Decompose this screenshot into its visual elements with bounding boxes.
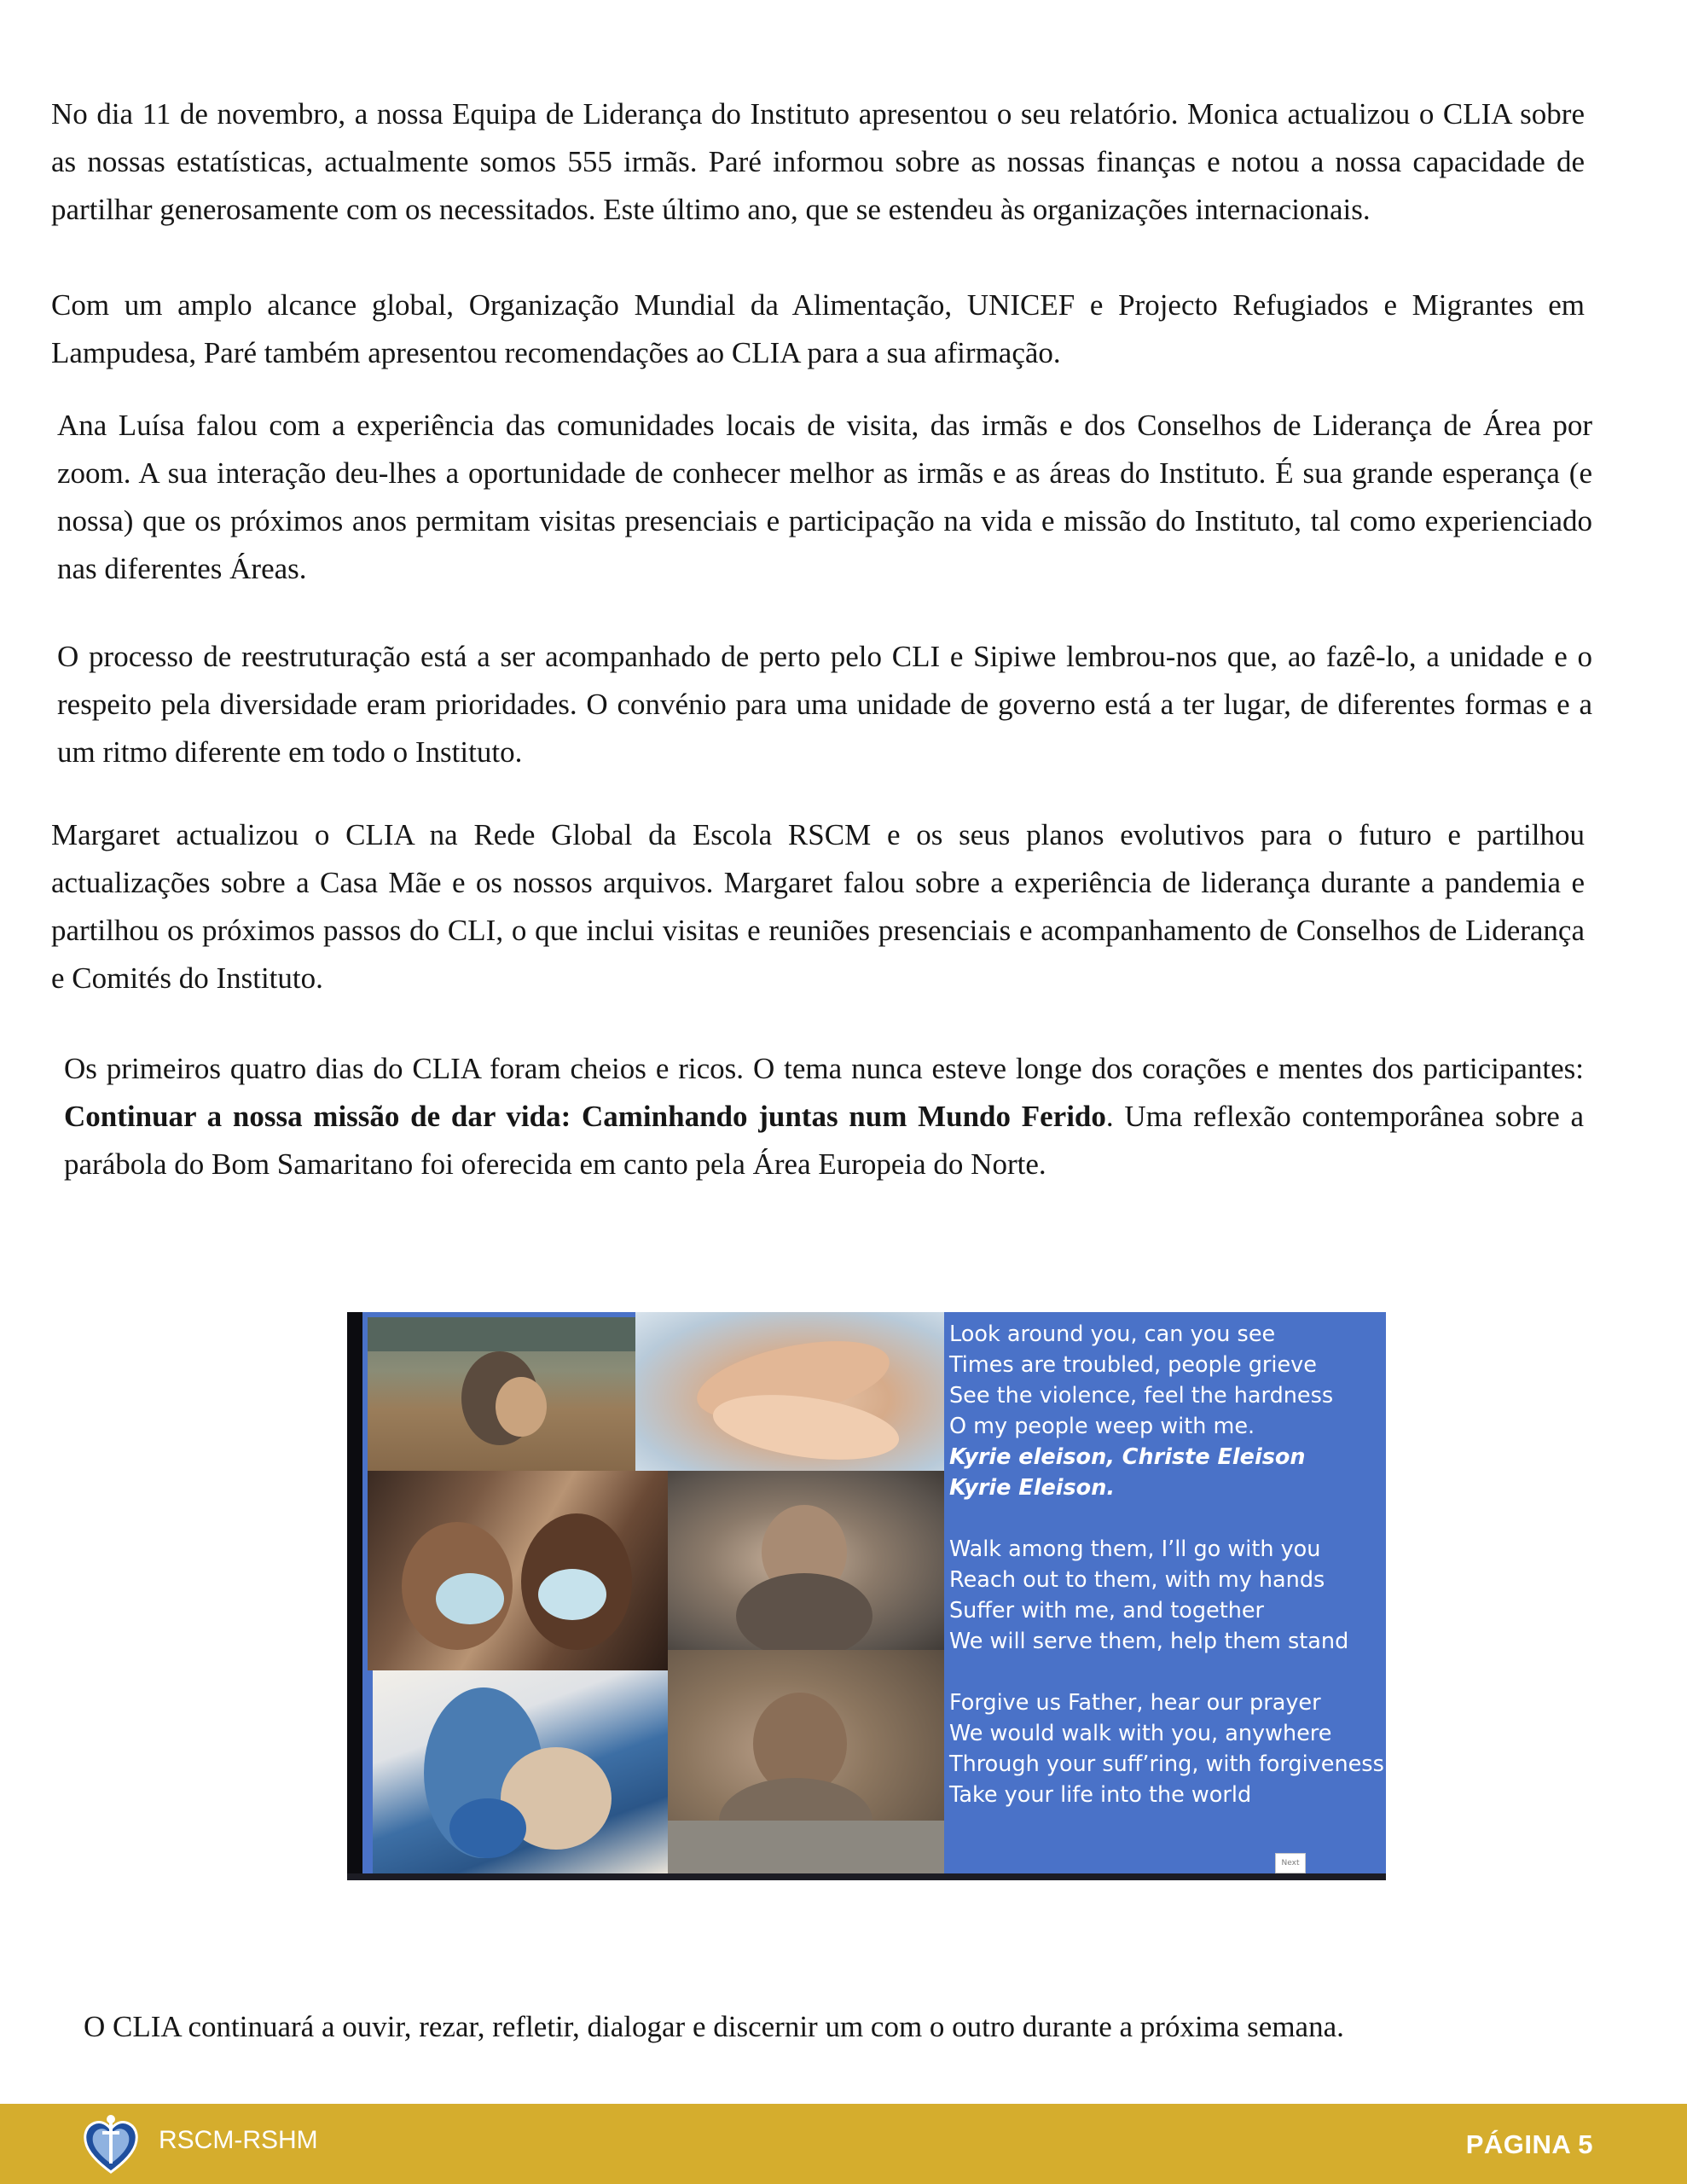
lyric-line: O my people weep with me. [949,1414,1255,1439]
lyric-line: Times are troubled, people grieve [949,1352,1317,1378]
footer-brand: RSCM-RSHM [159,2126,318,2154]
theme-intro: Os primeiros quatro dias do CLIA foram cheios e ricos. O tema nunca esteve longe dos corações e mentes dos participantes: [64,1052,1584,1085]
photo-masked-couple [368,1471,668,1670]
slide-bottom-border [347,1873,1386,1880]
lyric-line: Through your suff’ring, with forgiveness [949,1751,1384,1777]
photo-flood-rescue [368,1317,642,1471]
rscm-heart-logo-icon [80,2112,142,2177]
lyric-line: See the violence, feel the hardness [949,1383,1334,1409]
photo-nurse-embrace [373,1670,668,1873]
song-slide [347,1312,1386,1880]
theme-title: Continuar a nossa missão de dar vida: Caminhando juntas num Mundo Ferido [64,1100,1106,1133]
lyric-line-kyrie: Kyrie eleison, Christe Eleison [949,1444,1306,1470]
lyric-line: Forgive us Father, hear our prayer [949,1690,1321,1716]
photo-crying-girl [668,1471,944,1650]
paragraph-restructuring: O processo de reestruturação está a ser acompanhado de perto pelo CLI e Sipiwe lembrou-nos que, ao fazê-lo, a unidade e o respeito pela diversidade eram prioridades. O convénio para uma unidade de governo está a ter lugar, de diferentes formas e a um ritmo diferente em todo o Instituto. [57,640,1592,769]
lyric-line: We would walk with you, anywhere [949,1721,1332,1746]
lyric-line: Walk among them, I’ll go with you [949,1536,1321,1562]
lyric-line: Suffer with me, and together [949,1598,1265,1623]
photo-elderly-hands [635,1312,944,1471]
song-lyrics [949,1319,1384,1810]
slide-next-button[interactable]: Next [1275,1853,1306,1873]
paragraph-leadership-report: No dia 11 de novembro, a nossa Equipa de Liderança do Instituto apresentou o seu relatório. Monica actualizou o CLIA sobre as nossas estatísticas, actualmente somos 555 irmãs. Paré informou sobre as nossas finanças e notou a nossa capacidade de partilhar generosamente com os necessitados. Este último ano, que se estendeu às organizações internacionais. [51,97,1585,226]
page-footer [0,2104,1687,2184]
paragraph-ana-luisa: Ana Luísa falou com a experiência das comunidades locais de visita, das irmãs e dos Conselhos de Liderança de Área por zoom. A sua interação deu-lhes a oportunidade de conhecer melhor as irmãs e as áreas do Instituto. É sua grande esperança (e nossa) que os próximos anos permitam visitas presenciais e participação na vida e missão do Instituto, tal como experienciado nas diferentes Áreas. [57,409,1592,585]
lyric-line: We will serve them, help them stand [949,1629,1349,1654]
page-number: PÁGINA 5 [1465,2129,1593,2159]
lyric-line: Look around you, can you see [949,1321,1276,1347]
paragraph-global-reach: Com um amplo alcance global, Organização Mundial da Alimentação, UNICEF e Projecto Refugiados e Migrantes em Lampudesa, Paré também apresentou recomendações ao CLIA para a sua afirmação. [51,288,1585,369]
lyric-line-kyrie: Kyrie Eleison. [949,1475,1116,1501]
slide-left-border [347,1312,362,1880]
theme-outro: . Uma reflexão contemporânea sobre a parábola do Bom Samaritano foi oferecida em canto pela Área Europeia do Norte. [64,1100,1585,1181]
paragraph-first-four-days [64,1045,1584,1188]
lyric-line: Reach out to them, with my hands [949,1567,1325,1593]
lyric-line: Take your life into the world [949,1782,1252,1808]
photo-children-rubble [668,1650,944,1873]
paragraph-closing: O CLIA continuará a ouvir, rezar, refletir, dialogar e discernir um com o outro durante a próxima semana. [84,2010,1344,2043]
paragraph-margaret: Margaret actualizou o CLIA na Rede Global da Escola RSCM e os seus planos evolutivos para o futuro e partilhou actualizações sobre a Casa Mãe e os nossos arquivos. Margaret falou sobre a experiência de liderança durante a pandemia e partilhou os próximos passos do CLI, o que inclui visitas e reuniões presenciais e acompanhamento de Conselhos de Liderança e Comités do Instituto. [51,818,1585,995]
